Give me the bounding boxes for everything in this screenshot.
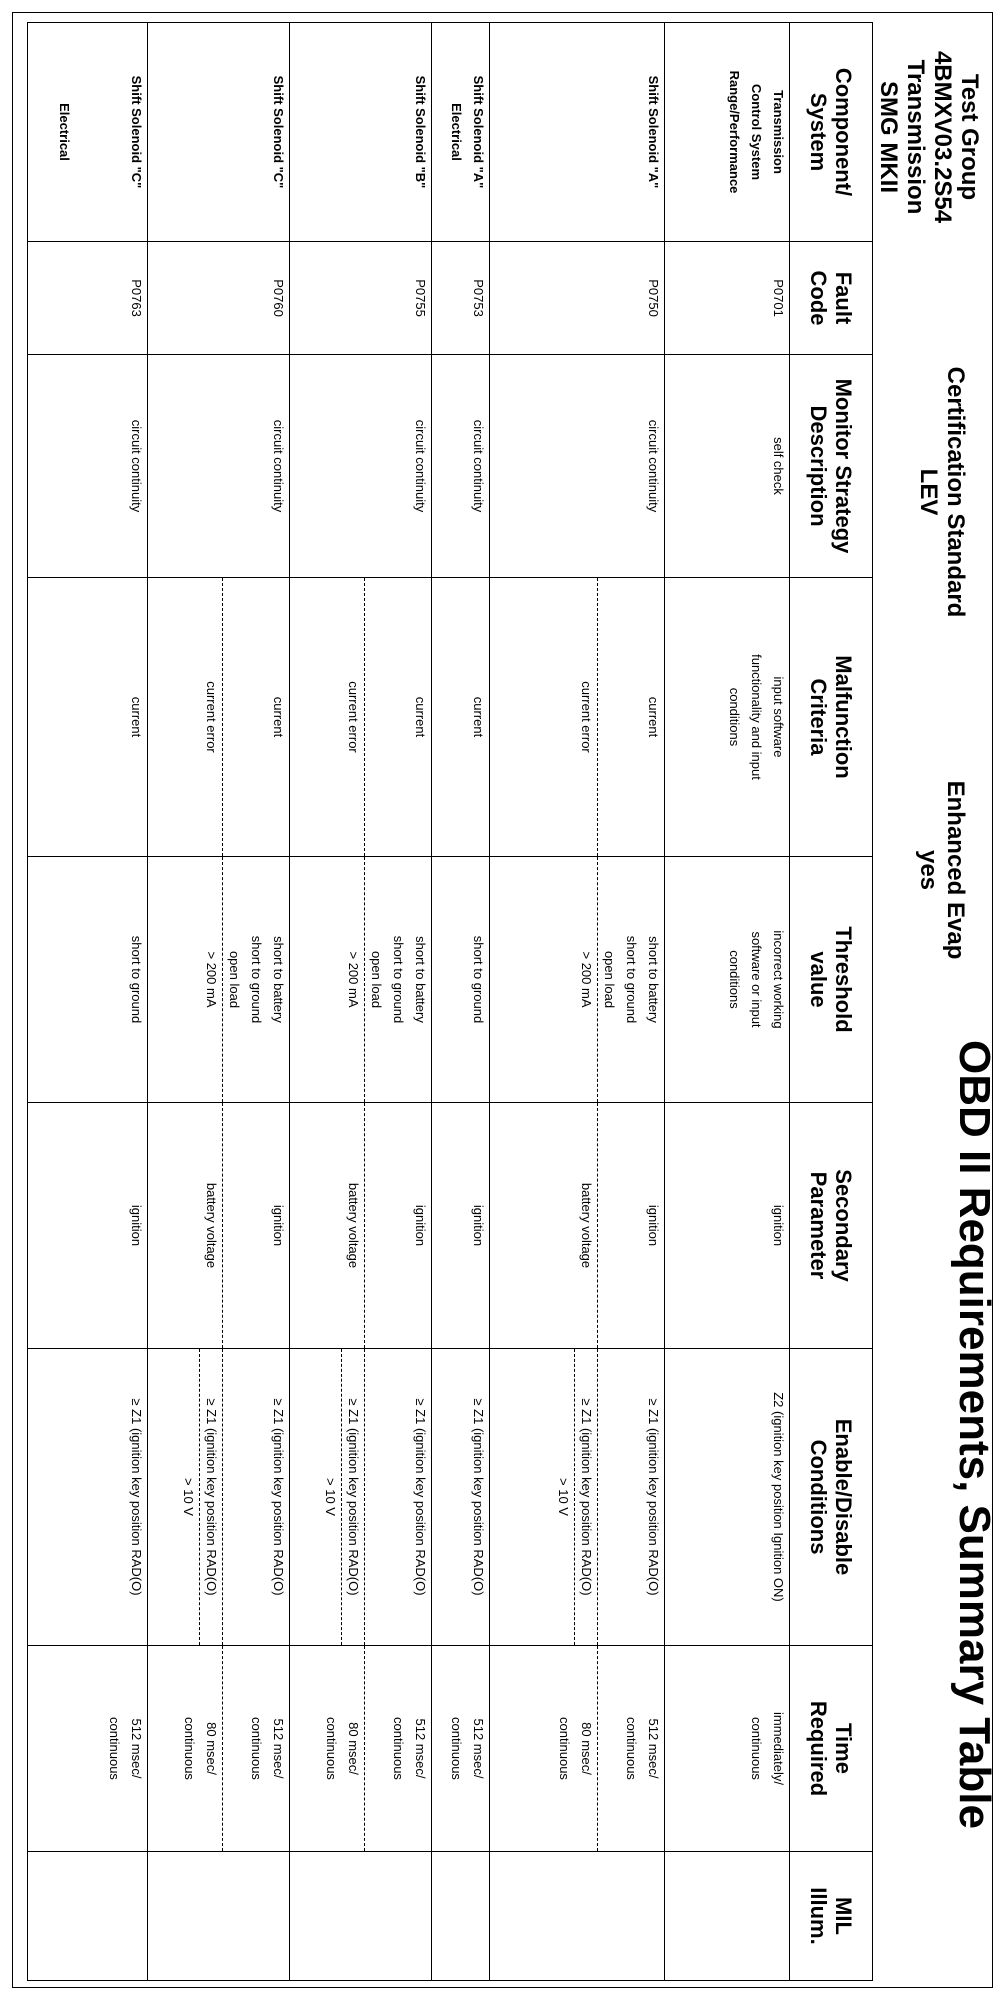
evap-label: Enhanced Evap [942, 780, 969, 960]
cell-monitor: self check [665, 355, 790, 578]
table-header-row [790, 23, 873, 1981]
col-header-enable: Enable/Disable Conditions [790, 1349, 873, 1646]
cell-secondary: ignition [665, 1103, 790, 1349]
test-group-header [875, 22, 983, 252]
cell-monitor: circuit continuity [290, 355, 432, 578]
test-group-system: Transmission [902, 59, 929, 215]
cell-fault-code: P0763 [28, 242, 148, 355]
cell-threshold: incorrect working software or input conditions [665, 857, 790, 1103]
col-header-malfunction: Malfunction Criteria [790, 578, 873, 857]
cell-malfunction: current current error [290, 578, 432, 857]
page-title: OBD II Requirements, Summary Table [950, 1040, 999, 1829]
cell-fault-code: P0760 [148, 242, 290, 355]
cell-fault-code: P0701 [665, 242, 790, 355]
test-group-model: SMG MKII [875, 81, 902, 193]
cell-enable: ≥ Z1 (ignition key position RAD(O) [28, 1349, 148, 1646]
evap-header [915, 740, 969, 1000]
cell-malfunction: input software functionality and input conditions [665, 578, 790, 857]
test-group-label: Test Group [956, 73, 983, 201]
cell-enable: Z2 (ignition key position Ignition ON) [665, 1349, 790, 1646]
cell-fault-code: P0755 [290, 242, 432, 355]
cell-mil [665, 1852, 790, 1981]
cell-time: 512 msec/ continuous 80 msec/ continuous [490, 1646, 665, 1852]
cell-secondary: ignition battery voltage [290, 1103, 432, 1349]
cell-mil [432, 1852, 490, 1981]
cell-secondary: ignition [28, 1103, 148, 1349]
cell-component: Shift Solenoid "B" [290, 23, 432, 242]
cell-time: 512 msec/ continuous 80 msec/ continuous [148, 1646, 290, 1852]
certification-label: Certification Standard [942, 366, 969, 618]
cell-enable: ≥ Z1 (ignition key position RAD(O) [432, 1349, 490, 1646]
cell-threshold: short to battery short to ground open load > 200 mA [290, 857, 432, 1103]
certification-header [915, 262, 969, 722]
summary-table [27, 22, 873, 1981]
table-row [290, 23, 432, 1981]
col-header-fault-code: Fault Code [790, 242, 873, 355]
cell-time: 512 msec/ continuous 80 msec/ continuous [290, 1646, 432, 1852]
cell-monitor: circuit continuity [490, 355, 665, 578]
col-header-threshold: Threshold value [790, 857, 873, 1103]
cell-fault-code: P0753 [432, 242, 490, 355]
cell-malfunction: current current error [490, 578, 665, 857]
cell-malfunction: current [28, 578, 148, 857]
cell-malfunction: current current error [148, 578, 290, 857]
cell-enable: ≥ Z1 (ignition key position RAD(O) ≥ Z1 (ignition key position RAD(O) > 10 V [290, 1349, 432, 1646]
cell-threshold: short to ground [28, 857, 148, 1103]
cell-threshold: short to battery short to ground open load > 200 mA [148, 857, 290, 1103]
cell-component: Shift Solenoid "C" Electrical [28, 23, 148, 242]
cell-mil [290, 1852, 432, 1981]
evap-value: yes [915, 849, 942, 891]
cell-component: Shift Solenoid "C" [148, 23, 290, 242]
cell-threshold: short to battery short to ground open load > 200 mA [490, 857, 665, 1103]
col-header-monitor: Monitor Strategy Description [790, 355, 873, 578]
cell-threshold: short to ground [432, 857, 490, 1103]
cell-secondary: ignition [432, 1103, 490, 1349]
table-row [432, 23, 490, 1981]
col-header-secondary: Secondary Parameter [790, 1103, 873, 1349]
cell-secondary: ignition battery voltage [148, 1103, 290, 1349]
col-header-component: Component/ System [790, 23, 873, 242]
cell-time: immediately/ continuous [665, 1646, 790, 1852]
table-row [490, 23, 665, 1981]
cell-time: 512 msec/ continuous [28, 1646, 148, 1852]
cell-component: Shift Solenoid "A" [490, 23, 665, 242]
cell-component: Shift Solenoid "A" Electrical [432, 23, 490, 242]
cell-monitor: circuit continuity [432, 355, 490, 578]
cell-enable: ≥ Z1 (ignition key position RAD(O) ≥ Z1 (ignition key position RAD(O) > 10 V [490, 1349, 665, 1646]
cell-mil [490, 1852, 665, 1981]
certification-value: LEV [915, 468, 942, 516]
cell-fault-code: P0750 [490, 242, 665, 355]
table-row [665, 23, 790, 1981]
test-group-id: 4BMXV03.2S54 [929, 50, 956, 224]
cell-mil [148, 1852, 290, 1981]
cell-mil [28, 1852, 148, 1981]
cell-component: Transmission Control System Range/Performance [665, 23, 790, 242]
col-header-mil: MIL Illum. [790, 1852, 873, 1981]
table-row [148, 23, 290, 1981]
cell-malfunction: current [432, 578, 490, 857]
cell-time: 512 msec/ continuous [432, 1646, 490, 1852]
col-header-time: Time Required [790, 1646, 873, 1852]
cell-secondary: ignition battery voltage [490, 1103, 665, 1349]
table-row [28, 23, 148, 1981]
cell-monitor: circuit continuity [28, 355, 148, 578]
cell-enable: ≥ Z1 (ignition key position RAD(O) ≥ Z1 (ignition key position RAD(O) > 10 V [148, 1349, 290, 1646]
cell-monitor: circuit continuity [148, 355, 290, 578]
